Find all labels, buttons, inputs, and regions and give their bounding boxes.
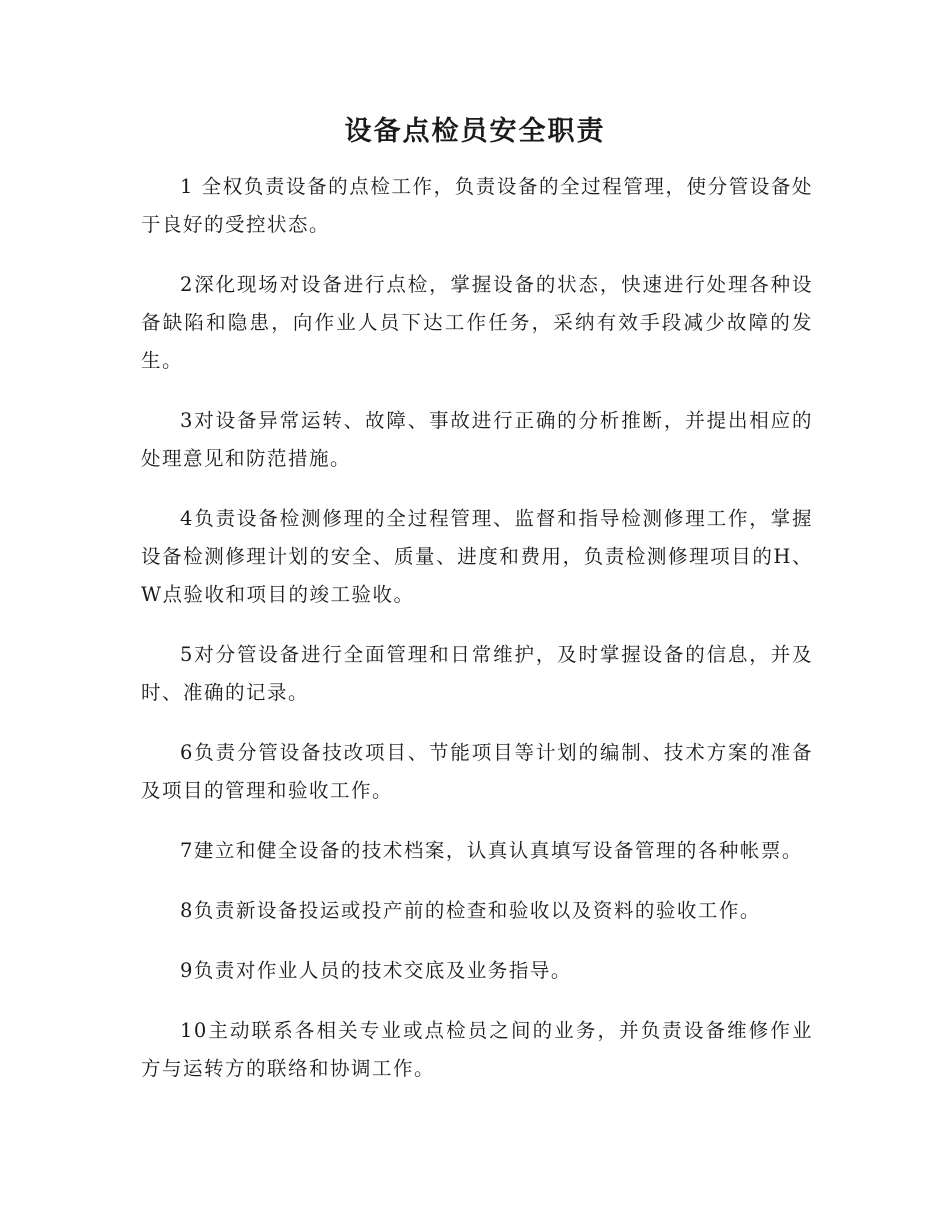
duty-item-2: 2深化现场对设备进行点检，掌握设备的状态，快速进行处理各种设备缺陷和隐患，向作业人员下达工作任务，采纳有效手段减少故障的发生。 — [141, 273, 813, 372]
duty-item-7: 7建立和健全设备的技术档案，认真认真填写设备管理的各种帐票。 — [180, 839, 803, 862]
duty-item-4: 4负责设备检测修理的全过程管理、监督和指导检测修理工作，掌握设备检测修理计划的安全、质量、进度和费用，负责检测修理项目的H、W点验收和项目的竣工验收。 — [141, 507, 813, 606]
document-title: 设备点检员安全职责 — [344, 116, 606, 147]
document-body — [141, 168, 813, 1110]
duty-item-8: 8负责新设备投运或投产前的检查和验收以及资料的验收工作。 — [180, 899, 761, 922]
duty-item-10: 10主动联系各相关专业或点检员之间的业务，并负责设备维修作业方与运转方的联络和协调工作。 — [141, 1019, 813, 1080]
duty-item-3: 3对设备异常运转、故障、事故进行正确的分析推断，并提出相应的处理意见和防范措施。 — [141, 409, 813, 470]
duty-item-5: 5对分管设备进行全面管理和日常维护，及时掌握设备的信息，并及时、准确的记录。 — [141, 643, 813, 704]
duty-item-6: 6负责分管设备技改项目、节能项目等计划的编制、技术方案的准备及项目的管理和验收工作。 — [141, 741, 813, 802]
duty-item-9: 9负责对作业人员的技术交底及业务指导。 — [180, 959, 572, 982]
duty-item-1: 1 全权负责设备的点检工作，负责设备的全过程管理，使分管设备处于良好的受控状态。 — [141, 175, 813, 236]
